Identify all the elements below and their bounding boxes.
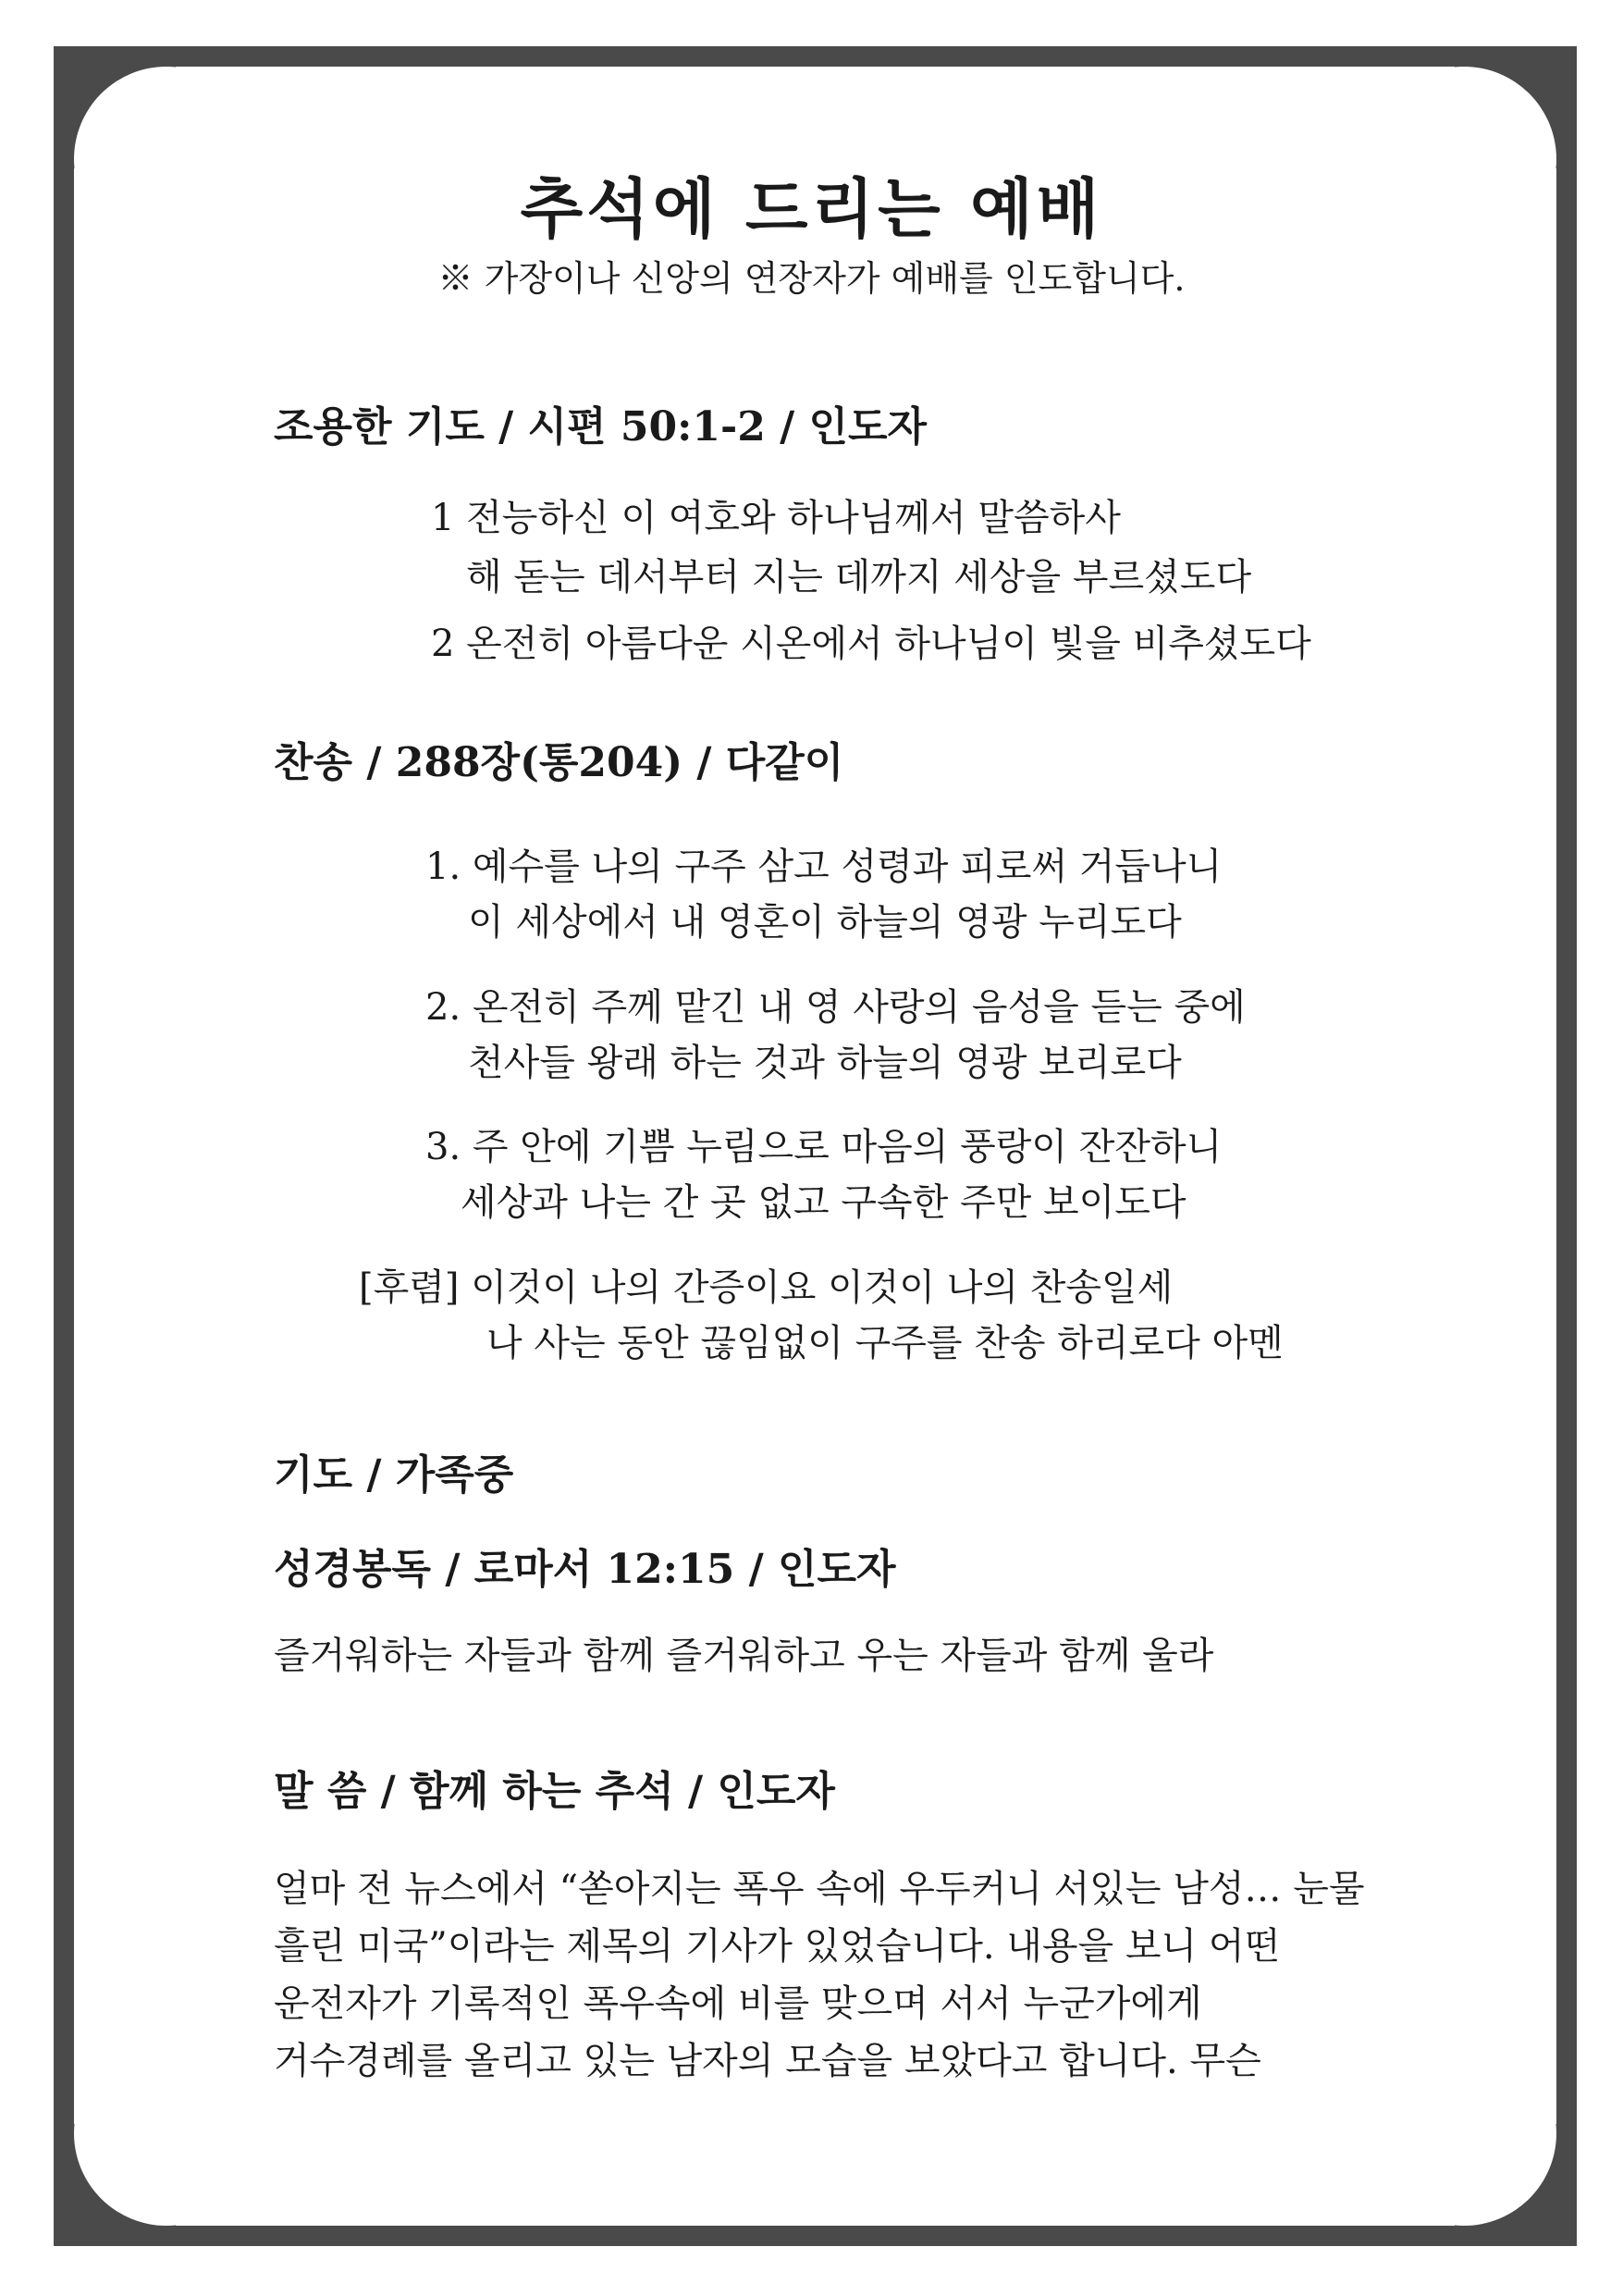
hymn-chorus-line: [후렴] 이것이 나의 간증이요 이것이 나의 찬송일세 <box>359 1266 1174 1309</box>
psalm-line: 2 온전히 아름다운 시온에서 하나님이 빛을 비추셨도다 <box>431 623 1311 665</box>
psalm-line: 해 돋는 데서부터 지는 데까지 세상을 부르셨도다 <box>466 556 1252 599</box>
section-heading-reading: 성경봉독 / 로마서 12:15 / 인도자 <box>274 1546 896 1593</box>
section-heading-hymn: 찬송 / 288장(통204) / 다같이 <box>274 739 844 786</box>
hymn-verse-line: 3. 주 안에 기쁨 누림으로 마음의 풍랑이 잔잔하니 <box>425 1126 1223 1168</box>
frame-corner-top-right <box>1455 67 1556 168</box>
hymn-verse-line: 1. 예수를 나의 구주 삼고 성령과 피로써 거듭나니 <box>425 846 1223 888</box>
section-heading-prayer: 기도 / 가족중 <box>274 1451 514 1499</box>
frame-corner-bottom-right <box>1455 2124 1556 2226</box>
hymn-verse-line: 천사들 왕래 하는 것과 하늘의 영광 보리로다 <box>468 1042 1182 1084</box>
section-heading-sermon: 말 씀 / 함께 하는 추석 / 인도자 <box>274 1768 835 1815</box>
page-subtitle: ※ 가장이나 신앙의 연장자가 예배를 인도합니다. <box>437 258 1186 299</box>
sermon-line: 거수경례를 올리고 있는 남자의 모습을 보았다고 합니다. 무슨 <box>274 2040 1261 2082</box>
hymn-verse-line: 이 세상에서 내 영혼이 하늘의 영광 누리도다 <box>468 901 1182 944</box>
hymn-verse-line: 세상과 나는 간 곳 없고 구속한 주만 보이도다 <box>461 1181 1187 1224</box>
section-heading-silent-prayer: 조용한 기도 / 시편 50:1-2 / 인도자 <box>274 403 928 451</box>
page-title: 추석에 드리는 예배 <box>520 170 1103 247</box>
frame-corner-top-left <box>74 67 176 168</box>
frame-corner-bottom-left <box>74 2124 176 2226</box>
sermon-line: 운전자가 기록적인 폭우속에 비를 맞으며 서서 누군가에게 <box>274 1982 1202 2025</box>
sermon-line: 흘린 미국”이라는 제목의 기사가 있었습니다. 내용을 보니 어떤 <box>274 1925 1281 1968</box>
reading-text: 즐거워하는 자들과 함께 즐거워하고 우는 자들과 함께 울라 <box>274 1635 1214 1677</box>
hymn-chorus-line: 나 사는 동안 끊임없이 구주를 찬송 하리로다 아멘 <box>486 1322 1284 1364</box>
hymn-verse-line: 2. 온전히 주께 맡긴 내 영 사랑의 음성을 듣는 중에 <box>425 986 1246 1029</box>
psalm-line: 1 전능하신 이 여호와 하나님께서 말씀하사 <box>431 497 1121 539</box>
sermon-line: 얼마 전 뉴스에서 “쏟아지는 폭우 속에 우두커니 서있는 남성… 눈물 <box>274 1868 1365 1910</box>
